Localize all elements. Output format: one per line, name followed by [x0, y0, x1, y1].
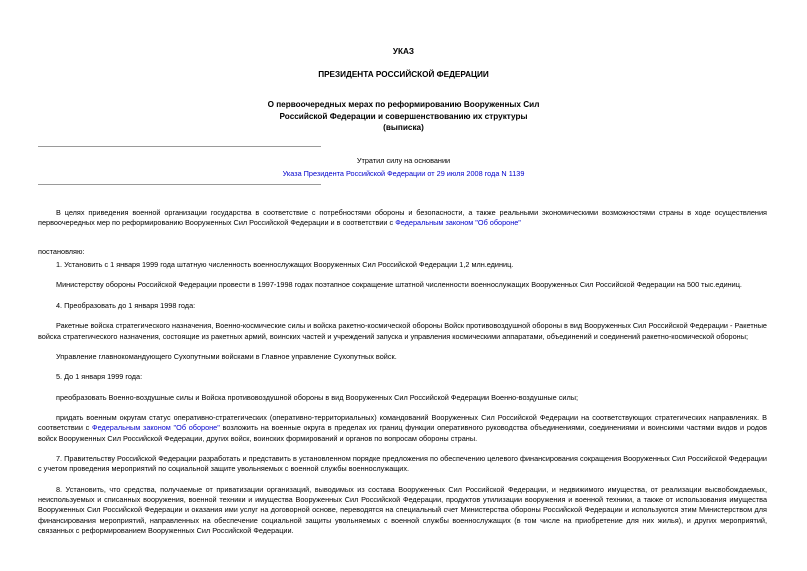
- paragraph-4: 4. Преобразовать до 1 января 1998 года:: [56, 300, 196, 310]
- intro-text: В целях приведения военной организации государства в соответствие с потребностями обороны и безопасности, а также реальными экономическими возможностями страны в ходе осуществления первоочередных мер по реформированию Вооруженных Сил Российской Федерации и в соответствии с: [38, 208, 767, 228]
- paragraph-1-ministry: Министерству обороны Российской Федерации провести в 1997-1998 годах поэтапное сокращение штатной численности военнослужащих Вооруженных Сил Российской Федерации на 500 тыс.единиц.: [56, 280, 742, 290]
- status-bottom-rule: [38, 184, 321, 185]
- document-body: [38, 208, 767, 537]
- paragraph-5-air-forces: преобразовать Военно-воздушные силы и Войска противовоздушной обороны в вид Вооруженных Сил Российской Федерации Военно-воздушные силы;: [56, 392, 578, 402]
- paragraph-8: 8. Установить, что средства, получаемые от приватизации организаций, выводимых из состава Вооруженных Сил Российской Федерации, и недвижимого имущества, от реализации высвобождаемых, неиспользуемых и списанных вооружения, военной техники и имущества Вооруженных Сил Российской Федерации, продуктов утилизации вооружения и военной техники, а также от использования имущества Вооруженных Сил Российской Федерации и оказания ими услуг на договорной основе, переводятся на специальный счет Министерства обороны Российской Федерации и используются этим Министерством для финансирования мероприятий, направленных на обеспечение социальной защиты увольняемых с военной службы военнослужащих (в том числе на приобретение для них жилья), и других мероприятий, связанных с реформированием Вооруженных Сил Российской Федерации.: [38, 484, 767, 536]
- paragraph-5: 5. До 1 января 1999 года:: [56, 372, 143, 382]
- status-top-rule: [38, 146, 321, 147]
- doc-title-ukaz: УКАЗ: [392, 47, 415, 56]
- decree-word: постановляю:: [38, 246, 85, 256]
- p5b-text-after: возложить на военные округа в пределах их границ функции оперативного руководства объединениями, соединениями и воинскими частями видов и родов войск Вооруженных Сил Российской Федерации, других войск, воинских формирований и органов по вопросам обороны страны.: [38, 423, 767, 443]
- status-link[interactable]: Указа Президента Российской Федерации от 29 июля 2008 года N 1139: [282, 169, 525, 178]
- doc-subtitle-line: Российской Федерации и совершенствованию их структуры: [279, 111, 528, 121]
- paragraph-5-military-districts: [38, 413, 767, 444]
- paragraph-1: 1. Установить с 1 января 1999 года штатную численность военнослужащих Вооруженных Сил Российской Федерации 1,2 млн.единиц.: [56, 260, 514, 270]
- defense-law-link-2[interactable]: Федеральным законом "Об обороне": [92, 423, 220, 433]
- paragraph-4-ground-forces: Управление главнокомандующего Сухопутными войсками в Главное управление Сухопутных войск.: [56, 351, 397, 361]
- intro-paragraph: [38, 208, 767, 229]
- defense-law-link[interactable]: Федеральным законом "Об обороне": [395, 218, 521, 228]
- doc-subtitle: [0, 99, 807, 134]
- status-text: Утратил силу на основании: [356, 156, 451, 165]
- doc-subtitle-line: (выписка): [383, 123, 424, 132]
- doc-subtitle-line: О первоочередных мерах по реформированию Вооруженных Сил: [267, 100, 540, 109]
- p5b-text-before: придать военным округам статус оперативно-стратегических (оперативно-территориальных) командований Вооруженных Сил Российской Федерации на соответствующих стратегических направлениях. В соответствии с: [38, 412, 767, 433]
- paragraph-4-missile-forces: Ракетные войска стратегического назначения, Военно-космические силы и войска ракетно-космической обороны Войск противовоздушной обороны в вид Вооруженных Сил Российской Федерации - Ракетные войска стратегического назначения, состоящие из ракетных армий, воинских частей и учреждений запуска и управления космическими аппаратами, объединений и соединений ракетно-космической обороны;: [38, 321, 767, 341]
- paragraph-7: 7. Правительству Российской Федерации разработать и представить в установленном порядке предложения по обеспечению целевого финансирования сокращения Вооруженных Сил Российской Федерации с учетом проведения мероприятий по социальной защите увольняемых с военной службы военнослужащих.: [38, 454, 767, 474]
- doc-title-president: ПРЕЗИДЕНТА РОССИЙСКОЙ ФЕДЕРАЦИИ: [318, 70, 489, 79]
